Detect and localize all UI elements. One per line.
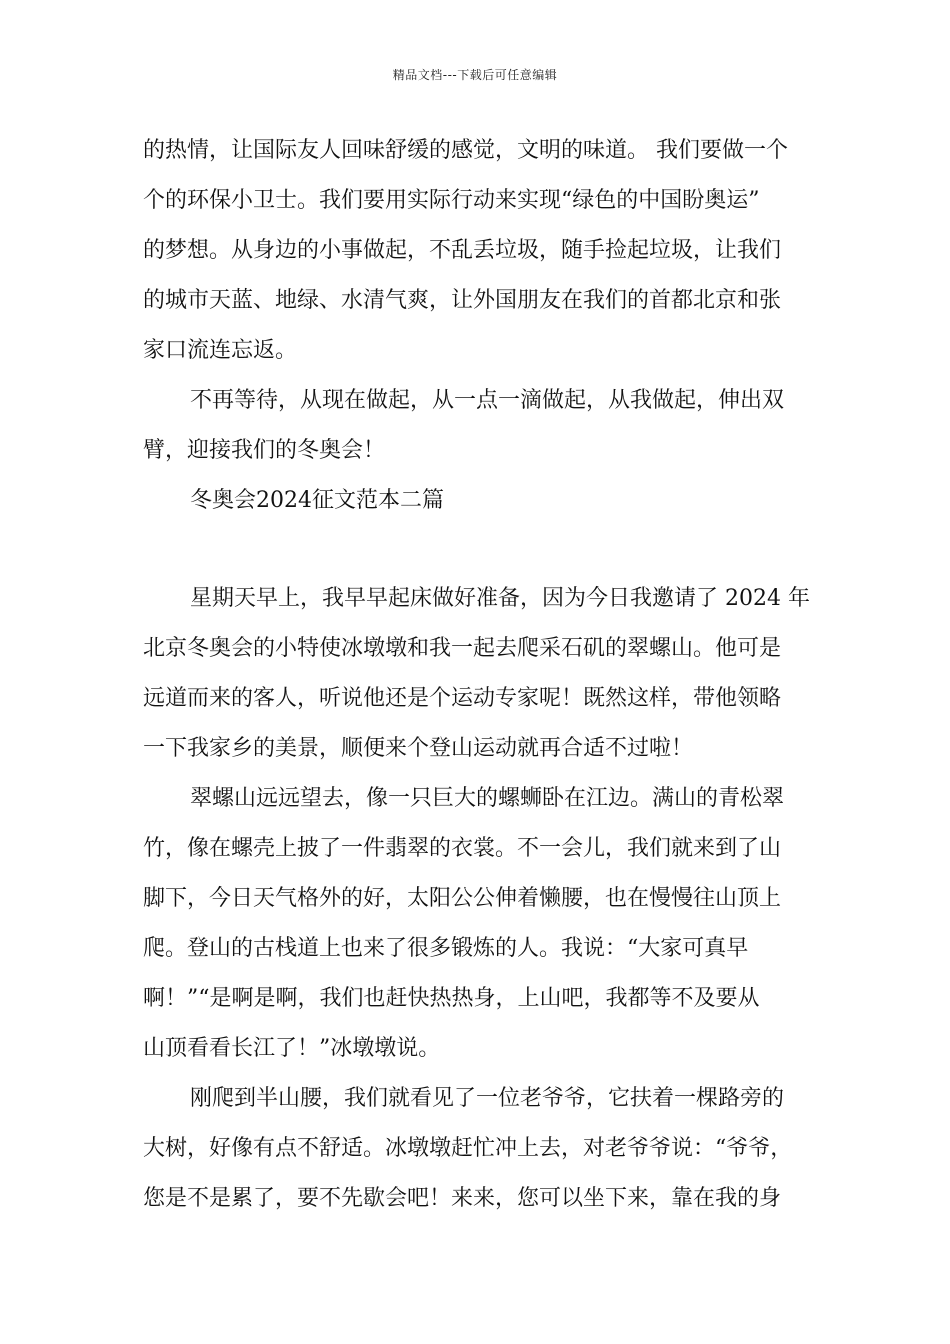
text-line: 脚下，今日天气格外的好，太阳公公伸着懒腰，也在慢慢往山顶上 <box>143 886 782 911</box>
text-line: 您是不是累了，要不先歇会吧！来来，您可以坐下来，靠在我的身 <box>143 1186 782 1211</box>
text-line: 大树，好像有点不舒适。冰墩墩赶忙冲上去，对老爷爷说：“爷爷， <box>143 1136 793 1161</box>
text-line: 翠螺山远远望去，像一只巨大的螺蛳卧在江边。满山的青松翠 <box>190 786 785 811</box>
text-line: 北京冬奥会的小特使冰墩墩和我一起去爬采石矶的翠螺山。他可是 <box>143 636 782 661</box>
text-line: 星期天早上，我早早起床做好准备，因为今日我邀请了 2024 年 <box>190 586 810 611</box>
text-line: 刚爬到半山腰，我们就看见了一位老爷爷，它扶着一棵路旁的 <box>190 1086 785 1111</box>
text-line: 一下我家乡的美景，顺便来个登山运动就再合适不过啦！ <box>143 736 694 761</box>
text-line: 山顶看看长江了！”冰墩墩说。 <box>143 1036 441 1061</box>
text-line: 个的环保小卫士。我们要用实际行动来实现“绿色的中国盼奥运” <box>143 188 760 213</box>
text-line: 的热情，让国际友人回味舒缓的感觉，文明的味道。 我们要做一个 <box>143 138 788 163</box>
text-line: 家口流连忘返。 <box>143 338 298 363</box>
text-line: 的梦想。从身边的小事做起，不乱丢垃圾，随手捡起垃圾，让我们 <box>143 238 782 263</box>
text-line: 爬。登山的古栈道上也来了很多锻炼的人。我说：“大家可真早 <box>143 936 749 961</box>
section-title: 冬奥会2024征文范本二篇 <box>190 488 444 513</box>
text-line: 啊！”“是啊是啊，我们也赶快热热身，上山吧，我都等不及要从 <box>143 986 760 1011</box>
text-line: 不再等待，从现在做起，从一点一滴做起，从我做起，伸出双 <box>190 388 785 413</box>
text-line: 的城市天蓝、地绿、水清气爽，让外国朋友在我们的首都北京和张 <box>143 288 782 313</box>
page-header: 精品文档---下载后可任意编辑 <box>392 68 558 82</box>
text-line: 臂，迎接我们的冬奥会！ <box>143 438 386 463</box>
text-line: 远道而来的客人，听说他还是个运动专家呢！既然这样，带他领略 <box>143 686 782 711</box>
text-line: 竹，像在螺壳上披了一件翡翠的衣裳。不一会儿，我们就来到了山 <box>143 836 782 861</box>
